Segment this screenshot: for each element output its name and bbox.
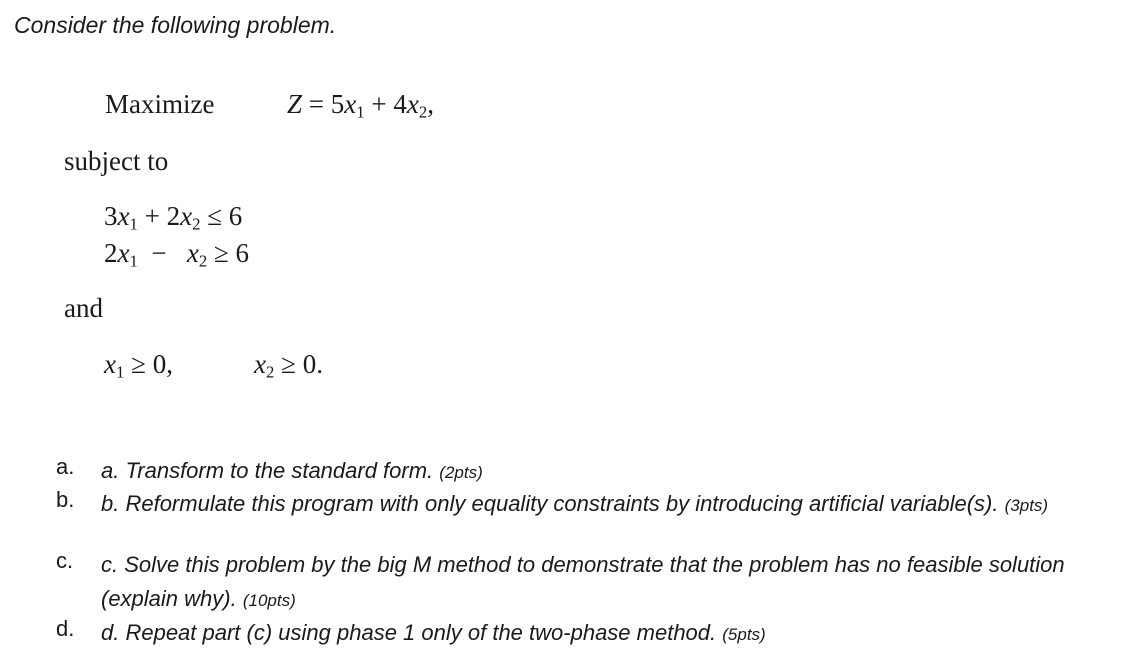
- question-c-marker: c.: [56, 548, 74, 573]
- constraint-1-rhs: 6: [228, 201, 243, 231]
- nonnegativity-2: [254, 349, 323, 380]
- constraint-2-rel: ≥: [213, 238, 229, 268]
- constraint-1-var2: x: [180, 201, 193, 231]
- constraint-1-sub1: 1: [129, 214, 138, 234]
- nonnegativity-2-end: .: [316, 349, 323, 379]
- constraint-2-var1: x: [117, 238, 130, 268]
- question-b-text: [101, 487, 1141, 523]
- objective-coef1: 5: [330, 89, 345, 119]
- objective-sub1: 1: [356, 102, 365, 122]
- question-a-text: [101, 454, 1141, 490]
- constraint-2-coef1: 2: [104, 238, 118, 268]
- nonnegativity-2-var: x: [254, 349, 266, 379]
- constraint-2-rhs: 6: [235, 238, 250, 268]
- question-c-body: c. Solve this problem by the big M method to demonstrate that the problem has no feasible solution (explain why).: [101, 552, 1065, 611]
- constraint-1-var1: x: [117, 201, 130, 231]
- question-b-body: b. Reformulate this program with only equality constraints by introducing artificial variable(s).: [101, 491, 1005, 516]
- objective-lhs: Z: [287, 89, 303, 119]
- nonnegativity-2-rhs: 0: [302, 349, 317, 379]
- question-c-points: (10pts): [242, 591, 296, 610]
- constraint-1: [104, 201, 242, 232]
- nonnegativity-1-end: ,: [166, 349, 173, 379]
- question-b-marker: b.: [56, 487, 75, 512]
- question-d-body: d. Repeat part (c) using phase 1 only of the two-phase method.: [101, 620, 723, 645]
- constraint-2: [104, 238, 249, 269]
- nonnegativity-2-rel: ≥: [281, 349, 296, 379]
- nonnegativity-2-sub: 2: [265, 362, 275, 382]
- question-c-text: [101, 548, 1141, 618]
- objective-end: ,: [427, 89, 434, 119]
- objective-label: Maximize: [105, 89, 215, 119]
- constraint-2-op: −: [151, 238, 167, 268]
- objective-var2: x: [406, 89, 419, 119]
- constraint-1-rel: ≤: [207, 201, 223, 231]
- constraint-1-coef2: 2: [166, 201, 181, 231]
- and-label: and: [64, 293, 103, 323]
- objective-sub2: 2: [418, 102, 428, 122]
- question-d-text: [101, 616, 1141, 652]
- objective-expression: [287, 89, 434, 120]
- nonnegativity-1-var: x: [104, 349, 116, 379]
- constraint-1-coef1: 3: [104, 201, 118, 231]
- nonnegativity-1-rhs: 0: [152, 349, 167, 379]
- constraint-2-sub2: 2: [198, 251, 208, 271]
- question-d-marker: d.: [56, 616, 75, 641]
- question-a-points: (2pts): [439, 463, 483, 482]
- subject-to-label: subject to: [64, 146, 169, 176]
- intro-text: Consider the following problem.: [14, 12, 337, 38]
- nonnegativity-1-sub: 1: [115, 362, 125, 382]
- question-a-body: a. Transform to the standard form.: [101, 458, 440, 483]
- objective-eq: =: [308, 89, 325, 119]
- objective-var1: x: [344, 89, 357, 119]
- question-a-marker: a.: [56, 454, 75, 479]
- nonnegativity-1-rel: ≥: [131, 349, 146, 379]
- constraint-1-op: +: [144, 201, 160, 231]
- question-b-points: (3pts): [1004, 496, 1049, 515]
- constraint-2-var2: x: [186, 238, 199, 268]
- objective-plus: +: [371, 89, 387, 119]
- constraint-1-sub2: 2: [192, 214, 201, 234]
- constraint-2-sub1: 1: [129, 251, 138, 271]
- objective-coef2: 4: [393, 89, 407, 119]
- question-d-points: (5pts): [722, 625, 766, 644]
- nonnegativity-1: [104, 349, 173, 380]
